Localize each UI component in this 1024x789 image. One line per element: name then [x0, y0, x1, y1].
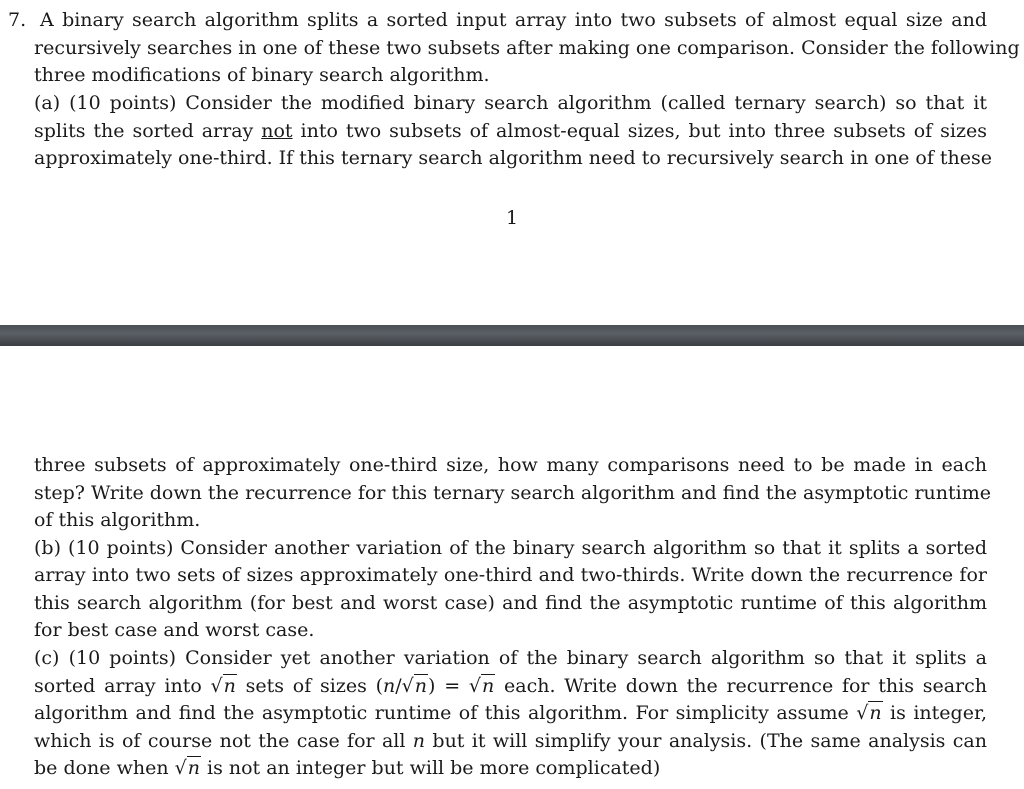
text-line	[34, 672, 987, 700]
sqrt-n: √n	[401, 675, 428, 697]
page-separator	[0, 325, 1024, 346]
sqrt-n: √n	[856, 702, 882, 724]
page-number: 1	[505, 207, 519, 229]
underlined-word: not	[261, 120, 293, 142]
text-line	[34, 754, 987, 782]
math-var: n	[383, 675, 396, 697]
page-2	[0, 346, 1024, 789]
text-line: approximately one-third. If this ternary search algorithm need to recursively search in one of these	[34, 147, 993, 169]
text-line: for best case and worst case.	[34, 619, 315, 641]
text-line: step? Write down the recurrence for this ternary search algorithm and find the asymptotic runtime	[34, 482, 991, 504]
text-line: three modifications of binary search algorithm.	[34, 64, 490, 86]
text-fragment: sorted array into	[34, 675, 211, 697]
text-fragment: is integer,	[882, 702, 987, 724]
text-line: (c) (10 points) Consider yet another variation of the binary search algorithm so that it splits a	[34, 647, 987, 669]
text-fragment: but it will simplify your analysis. (The same analysis can	[425, 730, 987, 752]
math-op: /	[395, 675, 402, 697]
text-line: recursively searches in one of these two subsets after making one comparison. Consider the following	[34, 37, 1020, 59]
text-line: this search algorithm (for best and worst case) and find the asymptotic runtime of this algorithm	[34, 592, 987, 614]
text-line: (a) (10 points) Consider the modified binary search algorithm (called ternary search) so that it	[34, 92, 987, 114]
text-fragment: be done when	[34, 757, 175, 779]
text-fragment: is not an integer but will be more complicated)	[200, 757, 661, 779]
text-line: three subsets of approximately one-third size, how many comparisons need to be made in each	[34, 454, 987, 476]
text-fragment: into two subsets of almost-equal sizes, but into three subsets of sizes	[292, 120, 987, 142]
text-line: array into two sets of sizes approximately one-third and two-thirds. Write down the recurrence for	[34, 564, 987, 586]
text-fragment: which is of course not the case for all	[34, 730, 413, 752]
text-line: of this algorithm.	[34, 509, 201, 531]
text-fragment: splits the sorted array	[34, 120, 262, 142]
text-line: A binary search algorithm splits a sorted input array into two subsets of almost equal size and	[40, 9, 987, 31]
question-number: 7.	[8, 9, 27, 31]
sqrt-n: √n	[468, 675, 495, 697]
text-line	[34, 117, 987, 145]
text-fragment: ) =	[428, 675, 469, 697]
math-var: n	[412, 730, 426, 752]
text-line	[34, 727, 987, 755]
sqrt-n: √n	[174, 757, 200, 779]
sqrt-n: √n	[210, 675, 236, 697]
text-line: (b) (10 points) Consider another variation of the binary search algorithm so that it splits a sorted	[34, 537, 987, 559]
text-fragment: each. Write down the recurrence for this search	[495, 675, 987, 697]
page-1	[0, 0, 1024, 325]
text-fragment: sets of sizes (	[236, 675, 384, 697]
text-fragment: algorithm and find the asymptotic runtime of this algorithm. For simplicity assume	[34, 702, 857, 724]
text-line	[34, 699, 987, 727]
